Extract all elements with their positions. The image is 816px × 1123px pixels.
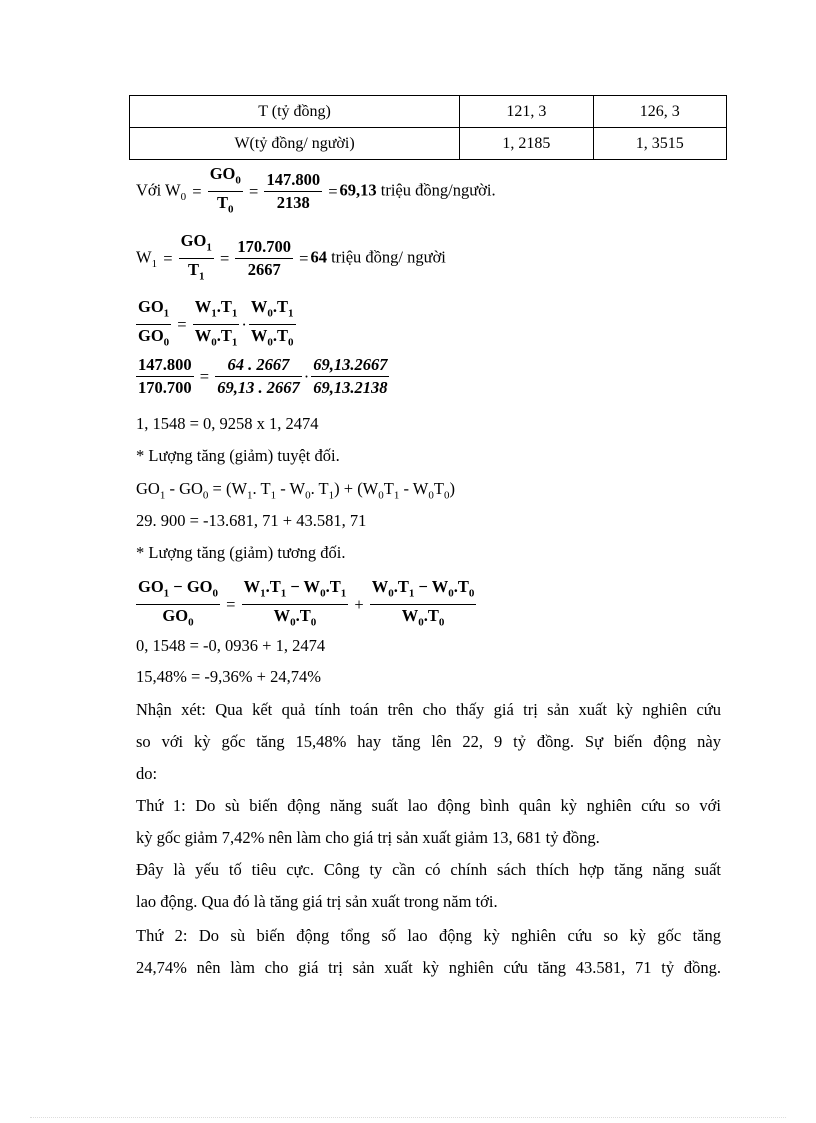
- w1-value-num: 170.700: [235, 237, 293, 259]
- frac-num-1: 147.800: [136, 355, 194, 377]
- w0-den: T: [217, 193, 229, 213]
- paragraph-line: Thứ 2: Do sù biến động tổng số lao động kỳ nghiên cứu so kỳ gốc tăng: [136, 926, 721, 945]
- paragraph-line: kỳ gốc giảm 7,42% nên làm cho giá trị sản xuất giảm 13, 681 tỷ đồng.: [136, 828, 600, 847]
- table-cell: 1, 2185: [460, 128, 593, 160]
- w1-sub: 1: [151, 257, 158, 270]
- line-absolute-result: 29. 900 = -13.681, 71 + 43.581, 71: [136, 511, 367, 530]
- data-table: [129, 95, 727, 160]
- table-row: [130, 96, 727, 128]
- w0-sub: 0: [180, 190, 187, 203]
- paragraph-line: lao động. Qua đó là tăng giá trị sản xuất trong năm tới.: [136, 892, 498, 911]
- line-index-result: 1, 1548 = 0, 9258 x 1, 2474: [136, 414, 319, 433]
- w1-result: 64: [310, 247, 327, 267]
- w0-prefix: Với W: [136, 180, 181, 200]
- paragraph-line: 24,74% nên làm cho giá trị sản xuất kỳ nghiên cứu tăng 43.581, 71 tỷ đồng.: [136, 958, 721, 977]
- line-relative-heading: * Lượng tăng (giảm) tương đối.: [136, 543, 346, 562]
- frac-den-1: 170.700: [138, 378, 192, 397]
- frac-num-3: 69,13.2667: [311, 355, 389, 377]
- footer-divider: [30, 1117, 786, 1118]
- index-ratio-formula: $\frac{GO_1}{GO_0}$ = $\frac{W_1.T_1}{W_0.T_1}$ · $\frac{W_0.T_1}{W_0.T_0}$: [138, 297, 294, 349]
- w1-unit: triệu đồng/ người: [331, 247, 446, 267]
- paragraph-line: Nhận xét: Qua kết quả tính toán trên cho thấy giá trị sản xuất kỳ nghiên cứu: [136, 700, 721, 719]
- paragraph-line: Thứ 1: Do sù biến động năng suất lao động bình quân kỳ nghiên cứu so với: [136, 796, 721, 815]
- paragraph-line: so với kỳ gốc tăng 15,48% hay tăng lên 22, 9 tỷ đồng. Sự biến động này: [136, 732, 721, 751]
- line-relative-result: 0, 1548 = -0, 0936 + 1, 2474: [136, 636, 326, 655]
- w0-num: GO: [209, 164, 236, 183]
- w0-result: 69,13: [339, 180, 377, 200]
- table-row: [130, 128, 727, 160]
- frac-den-2: 69,13 . 2667: [217, 378, 300, 397]
- frac-num-2: 64 . 2667: [215, 355, 302, 377]
- line-relative-percent: 15,48% = -9,36% + 24,74%: [136, 667, 321, 686]
- paragraph-line: Đây là yếu tố tiêu cực. Công ty cần có chính sách thích hợp tăng năng suất: [136, 860, 721, 879]
- line-absolute-heading: * Lượng tăng (giảm) tuyệt đối.: [136, 446, 340, 465]
- w1-prefix: W: [136, 247, 152, 267]
- w0-unit: triệu đồng/người.: [380, 180, 496, 200]
- w1-symbolic-fraction: $\frac{GO_1}{T_1}$: [180, 231, 212, 283]
- paragraph-line: do:: [136, 764, 158, 783]
- w0-symbolic-fraction: $\frac{GO_0}{T_0}$: [209, 164, 241, 216]
- w1-den: T: [187, 260, 199, 280]
- index-ratio-numeric: $\frac{147.800}{170.700}$ = $\frac{64 . 2667}{69,13 . 2667}$ · $\frac{69,13.2667}{69,13.2138}$: [138, 355, 388, 397]
- w0-equals: =: [192, 181, 202, 201]
- table-cell: 126, 3: [593, 96, 726, 128]
- relative-change-formula: $\frac{GO_1 - GO_0}{GO_0}$ = $\frac{W_1.T_1 - W_0.T_1}{W_0.T_0}$ + $\frac{W_0.T_1 - W_0.T_0}{W_0.T_0}$: [138, 577, 475, 629]
- line-absolute-formula: $GO_1 - GO_0 = (W_1$. $T_1 - W_0$. $T_1) + (W_0T_1 - W_0T_0)$: [136, 479, 455, 502]
- w1-formula: $W_1$ = $\frac{GO_1}{T_1}$ = $\frac{170.700}{2667}$ = 64 triệu đồng/ người: [136, 231, 446, 287]
- w0-value-num: 147.800: [264, 170, 322, 192]
- table-cell: 121, 3: [460, 96, 593, 128]
- table-cell: T (tỷ đồng): [130, 96, 460, 128]
- w1-num: GO: [180, 231, 207, 250]
- w1-value-fraction: [235, 237, 293, 280]
- table-cell: 1, 3515: [593, 128, 726, 160]
- table-cell: W(tỷ đồng/ người): [130, 128, 460, 160]
- w1-value-den: 2667: [247, 260, 281, 280]
- w0-formula: Với $W_0$ = $\frac{GO_0}{T_0}$ = $\frac{147.800}{2138}$ = 69,13 triệu đồng/người.: [136, 164, 496, 220]
- w0-value-fraction: [264, 170, 322, 213]
- frac-den-3: 69,13.2138: [313, 378, 388, 397]
- w0-value-den: 2138: [276, 193, 310, 213]
